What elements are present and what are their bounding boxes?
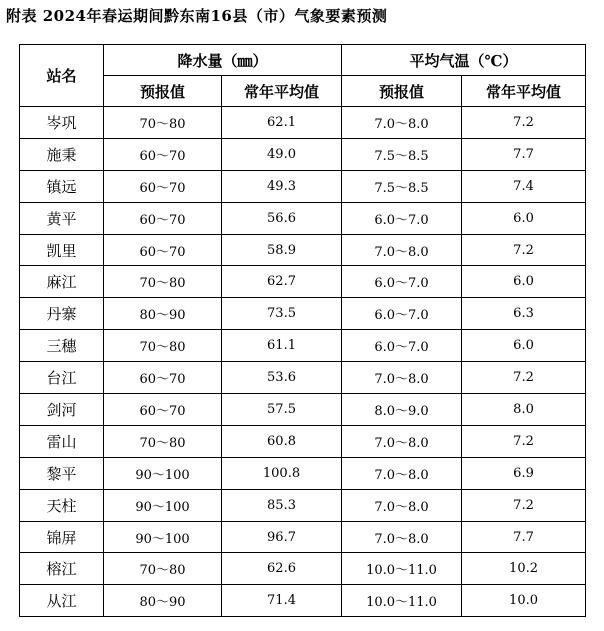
precip-normal-cell: 56.6 <box>222 202 342 234</box>
table-row <box>20 234 586 266</box>
temp-normal-cell: 7.2 <box>462 362 586 394</box>
precip-forecast-cell: 60～70 <box>104 234 222 266</box>
precip-normal-cell: 100.8 <box>222 457 342 489</box>
precip-forecast-cell: 70～80 <box>104 425 222 457</box>
station-cell: 施秉 <box>20 138 104 170</box>
precip-normal-cell: 58.9 <box>222 234 342 266</box>
forecast-table <box>19 44 586 617</box>
station-cell: 黎平 <box>20 457 104 489</box>
header-row-sub <box>20 76 586 107</box>
temp-forecast-cell: 10.0～11.0 <box>342 553 462 585</box>
precip-forecast-cell: 60～70 <box>104 362 222 394</box>
precip-forecast-cell: 90～100 <box>104 489 222 521</box>
temp-normal-cell: 7.4 <box>462 170 586 202</box>
station-cell: 从江 <box>20 585 104 617</box>
precip-forecast-cell: 90～100 <box>104 521 222 553</box>
station-cell: 锦屏 <box>20 521 104 553</box>
table-row <box>20 202 586 234</box>
station-cell: 剑河 <box>20 394 104 426</box>
precip-normal-cell: 71.4 <box>222 585 342 617</box>
precip-forecast-cell: 60～70 <box>104 394 222 426</box>
temp-forecast-cell: 7.0～8.0 <box>342 362 462 394</box>
temp-normal-cell: 6.0 <box>462 266 586 298</box>
precip-normal-cell: 60.8 <box>222 425 342 457</box>
temp-forecast-cell: 7.0～8.0 <box>342 521 462 553</box>
precip-normal-cell: 53.6 <box>222 362 342 394</box>
temp-forecast-cell: 8.0～9.0 <box>342 394 462 426</box>
header-precip-normal: 常年平均值 <box>222 76 342 107</box>
precip-forecast-cell: 80～90 <box>104 298 222 330</box>
temp-normal-cell: 7.7 <box>462 138 586 170</box>
precip-normal-cell: 96.7 <box>222 521 342 553</box>
header-precip-forecast: 预报值 <box>104 76 222 107</box>
table-row <box>20 266 586 298</box>
table-row <box>20 585 586 617</box>
precip-normal-cell: 62.1 <box>222 107 342 139</box>
station-cell: 雷山 <box>20 425 104 457</box>
precip-normal-cell: 49.3 <box>222 170 342 202</box>
precip-normal-cell: 49.0 <box>222 138 342 170</box>
precip-normal-cell: 61.1 <box>222 330 342 362</box>
precip-forecast-cell: 90～100 <box>104 457 222 489</box>
header-precipitation: 降水量（㎜） <box>104 45 342 76</box>
station-cell: 丹寨 <box>20 298 104 330</box>
precip-normal-cell: 62.7 <box>222 266 342 298</box>
temp-normal-cell: 6.9 <box>462 457 586 489</box>
temp-normal-cell: 7.7 <box>462 521 586 553</box>
header-row-top <box>20 45 586 76</box>
header-station: 站名 <box>20 45 104 107</box>
temp-forecast-cell: 6.0～7.0 <box>342 266 462 298</box>
document-title: 附表 2024年春运期间黔东南16县（市）气象要素预测 <box>6 7 388 25</box>
table-row <box>20 394 586 426</box>
temp-normal-cell: 7.2 <box>462 489 586 521</box>
temp-normal-cell: 6.0 <box>462 330 586 362</box>
temp-forecast-cell: 6.0～7.0 <box>342 298 462 330</box>
temp-normal-cell: 6.3 <box>462 298 586 330</box>
temp-normal-cell: 7.2 <box>462 107 586 139</box>
station-cell: 岑巩 <box>20 107 104 139</box>
temp-forecast-cell: 7.0～8.0 <box>342 489 462 521</box>
temp-normal-cell: 10.2 <box>462 553 586 585</box>
precip-forecast-cell: 60～70 <box>104 138 222 170</box>
header-temp-forecast: 预报值 <box>342 76 462 107</box>
table-body <box>20 107 586 617</box>
table-row <box>20 553 586 585</box>
temp-forecast-cell: 7.5～8.5 <box>342 170 462 202</box>
station-cell: 黄平 <box>20 202 104 234</box>
station-cell: 镇远 <box>20 170 104 202</box>
table-row <box>20 330 586 362</box>
precip-forecast-cell: 80～90 <box>104 585 222 617</box>
temp-forecast-cell: 6.0～7.0 <box>342 202 462 234</box>
temp-normal-cell: 7.2 <box>462 425 586 457</box>
temp-forecast-cell: 6.0～7.0 <box>342 330 462 362</box>
station-cell: 三穗 <box>20 330 104 362</box>
temp-forecast-cell: 7.0～8.0 <box>342 457 462 489</box>
station-cell: 榕江 <box>20 553 104 585</box>
precip-normal-cell: 57.5 <box>222 394 342 426</box>
temp-normal-cell: 7.2 <box>462 234 586 266</box>
table-row <box>20 521 586 553</box>
temp-normal-cell: 10.0 <box>462 585 586 617</box>
table-header <box>20 45 586 107</box>
precip-normal-cell: 85.3 <box>222 489 342 521</box>
temp-forecast-cell: 7.5～8.5 <box>342 138 462 170</box>
header-temp-normal: 常年平均值 <box>462 76 586 107</box>
table-row <box>20 457 586 489</box>
table-row <box>20 298 586 330</box>
precip-forecast-cell: 70～80 <box>104 553 222 585</box>
precip-forecast-cell: 70～80 <box>104 330 222 362</box>
precip-forecast-cell: 70～80 <box>104 266 222 298</box>
temp-forecast-cell: 7.0～8.0 <box>342 107 462 139</box>
temp-normal-cell: 8.0 <box>462 394 586 426</box>
temp-forecast-cell: 7.0～8.0 <box>342 425 462 457</box>
table-row <box>20 170 586 202</box>
header-temperature: 平均气温（℃） <box>342 45 586 76</box>
station-cell: 凯里 <box>20 234 104 266</box>
table-row <box>20 107 586 139</box>
station-cell: 天柱 <box>20 489 104 521</box>
precip-normal-cell: 73.5 <box>222 298 342 330</box>
station-cell: 麻江 <box>20 266 104 298</box>
table-row <box>20 362 586 394</box>
precip-normal-cell: 62.6 <box>222 553 342 585</box>
table-row <box>20 489 586 521</box>
table-row <box>20 425 586 457</box>
temp-normal-cell: 6.0 <box>462 202 586 234</box>
precip-forecast-cell: 60～70 <box>104 202 222 234</box>
precip-forecast-cell: 60～70 <box>104 170 222 202</box>
station-cell: 台江 <box>20 362 104 394</box>
precip-forecast-cell: 70～80 <box>104 107 222 139</box>
temp-forecast-cell: 7.0～8.0 <box>342 234 462 266</box>
temp-forecast-cell: 10.0～11.0 <box>342 585 462 617</box>
table-row <box>20 138 586 170</box>
